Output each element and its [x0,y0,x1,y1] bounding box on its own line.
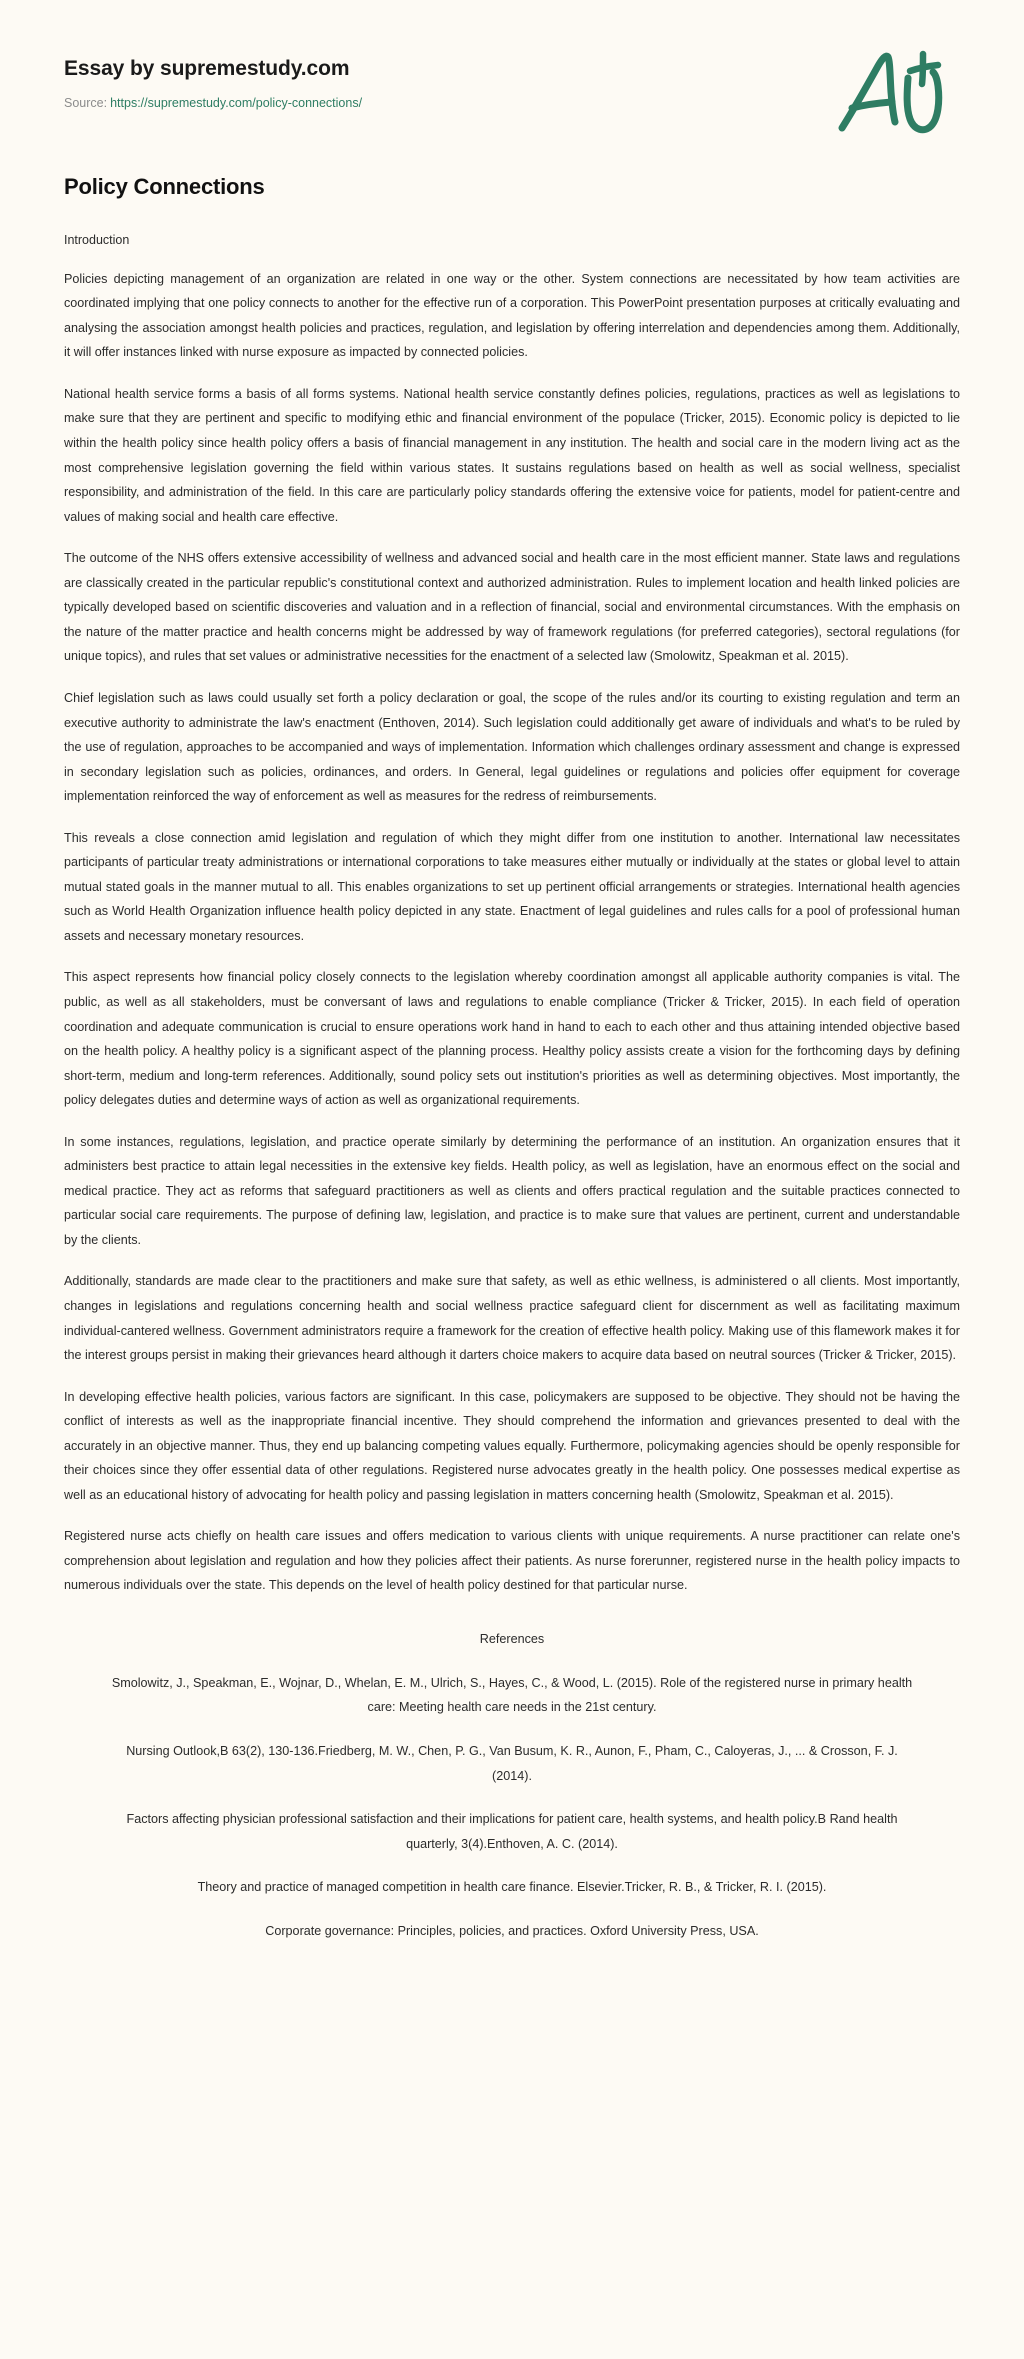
body-paragraph: National health service forms a basis of all forms systems. National health service constantly defines policies, regulations, practices as well as legislations to make sure that they are pertinent and specific to modifying ethic and financial environment of the populace (Tricker, 2015). Economic policy is depicted to lie within the health policy since health policy offers a basis of financial management in any institution. The health and social care in the modern living act as the most comprehensive legislation governing the field within various states. It sustains regulations based on health as well as social wellness, specialist responsibility, and administration of the field. In this care are particularly policy standards offering the extensive voice for patients, model for patient-centre and values of making social and health care effective. [64,386,960,524]
body-paragraph: The outcome of the NHS offers extensive accessibility of wellness and advanced social and health care in the most efficient manner. State laws and regulations are classically created in the particular republic's constitutional context and authorized administration. Rules to implement location and health linked policies are typically developed based on scientific discoveries and valuation and in a reflection of financial, social and environmental circumstances. With the emphasis on the nature of the matter practice and health concerns might be addressed by way of framework regulations (for preferred categories), sectoral regulations (for unique topics), and rules that set values or administrative necessities for the enactment of a selected law (Smolowitz, Speakman et al. 2015). [64,551,960,664]
reference-entry: Theory and practice of managed competition in health care finance. Elsevier.Tricker, R. B., & Tricker, R. I. (2015). [197,1880,827,1895]
body-paragraph: This aspect represents how financial policy closely connects to the legislation whereby coordination amongst all applicable authority companies is vital. The public, as well as all stakeholders, must be conversant of laws and regulations to enable compliance (Tricker & Tricker, 2015). In each field of operation coordination and adequate communication is crucial to ensure operations work hand in hand to each to each other and thus attaining intended objective based on the health policy. A healthy policy is a significant aspect of the planning process. Healthy policy assists create a vision for the forthcoming days by defining short-term, medium and long-term references. Additionally, sound policy sets out institution's priorities as well as determining objectives. Most importantly, the policy delegates duties and determine ways of action as well as organizational requirements. [64,970,960,1108]
reference-entry: Factors affecting physician professional satisfaction and their implications for patient care, health systems, and health policy.B Rand health quarterly, 3(4).Enthoven, A. C. (2014). [126,1812,898,1851]
source-line [64,95,960,111]
section-heading-introduction: Introduction [64,233,130,247]
site-brand-title: Essay by supremestudy.com [64,57,350,80]
body-paragraph: In developing effective health policies, various factors are significant. In this case, policymakers are supposed to be objective. They should not be having the conflict of interests as well as the inappropriate financial incentive. They should comprehend the information and grievances presented to deal with the accurately in an objective manner. Thus, they end up balancing competing values equally. Furthermore, policymaking agencies should be openly responsible for their choices since they offer essential data of other regulations. Registered nurse advocates greatly in the health policy. One possesses medical expertise as well as an educational history of advocating for health policy and passing legislation in matters concerning health (Smolowitz, Speakman et al. 2015). [64,1389,960,1502]
body-paragraph: Additionally, standards are made clear to the practitioners and make sure that safety, as well as ethic wellness, is administered o all clients. Most importantly, changes in legislations and regulations concerning health and social wellness practice safeguard client for discernment as well as facilitating maximum individual-cantered wellness. Government administrators require a framework for the creation of effective health policy. Making use of this flamework makes it for the interest groups persist in making their grievances heard although it darters choice makers to acquire data based on neutral sources (Tricker & Tricker, 2015). [64,1274,960,1363]
source-label: Source: [64,96,108,111]
reference-entry: Nursing Outlook,B 63(2), 130-136.Friedberg, M. W., Chen, P. G., Van Busum, K. R., Aunon, F., Pham, C., Caloyeras, J., ... & Crosson, F. J. (2014). [126,1744,898,1783]
reference-entry: Corporate governance: Principles, policies, and practices. Oxford University Press, USA. [265,1923,759,1938]
a-plus-logo-icon [830,42,962,146]
source-url-link[interactable]: https://supremestudy.com/policy-connections/ [110,96,363,111]
page-title: Policy Connections [64,174,265,199]
references-heading: References [479,1632,545,1646]
site-header [0,0,1024,150]
body-paragraph: Policies depicting management of an organization are related in one way or the other. System connections are necessitated by how team activities are coordinated implying that one policy connects to another for the effective run of a corporation. This PowerPoint presentation purposes at critically evaluating and analysing the association amongst health policies and practices, regulation, and legislation by offering interrelation and dependencies among them. Additionally, it will offer instances linked with nurse exposure as impacted by connected policies. [64,271,960,360]
body-paragraph: Registered nurse acts chiefly on health care issues and offers medication to various clients with unique requirements. A nurse practitioner can relate one's comprehension about legislation and regulation and how they policies affect their patients. As nurse forerunner, registered nurse in the health policy impacts to numerous individuals over the state. This depends on the level of health policy destined for that particular nurse. [64,1529,960,1593]
article-body [0,174,1024,1977]
body-paragraph: In some instances, regulations, legislation, and practice operate similarly by determining the performance of an institution. An organization ensures that it administers best practice to attain legal necessities in the extensive key fields. Health policy, as well as legislation, have an enormous effect on the social and medical practice. They act as reforms that safeguard practitioners as well as clients and offers practical regulation and the suitable practices connected to particular social care requirements. The purpose of defining law, legislation, and practice is to make sure that values are pertinent, current and understandable by the clients. [64,1134,960,1247]
body-paragraph: This reveals a close connection amid legislation and regulation of which they might differ from one institution to another. International law necessitates participants of particular treaty administrations or international corporations to take measures either mutually or individually at the states or global level to attain mutual stated goals in the manner mutual to all. This enables organizations to set up pertinent official arrangements or strategies. International health agencies such as World Health Organization influence health policy depicted in any state. Enactment of legal guidelines and rules calls for a pool of professional human assets and necessary monetary resources. [64,830,960,943]
body-paragraph: Chief legislation such as laws could usually set forth a policy declaration or goal, the scope of the rules and/or its courting to existing regulation and term an executive authority to administrate the law's enactment (Enthoven, 2014). Such legislation could additionally get aware of individuals and what's to be ruled by the use of regulation, approaches to be accompanied and ways of implementation. Information which challenges ordinary assessment and change is expressed in secondary legislation such as policies, ordinances, and orders. In General, legal guidelines or regulations and policies offer equipment for coverage implementation reinforced the way of enforcement as well as measures for the redress of reimbursements. [64,690,960,804]
reference-entry: Smolowitz, J., Speakman, E., Wojnar, D., Whelan, E. M., Ulrich, S., Hayes, C., & Wood, L. (2015). Role of the registered nurse in primary health care: Meeting health care needs in the 21st century. [111,1675,913,1715]
